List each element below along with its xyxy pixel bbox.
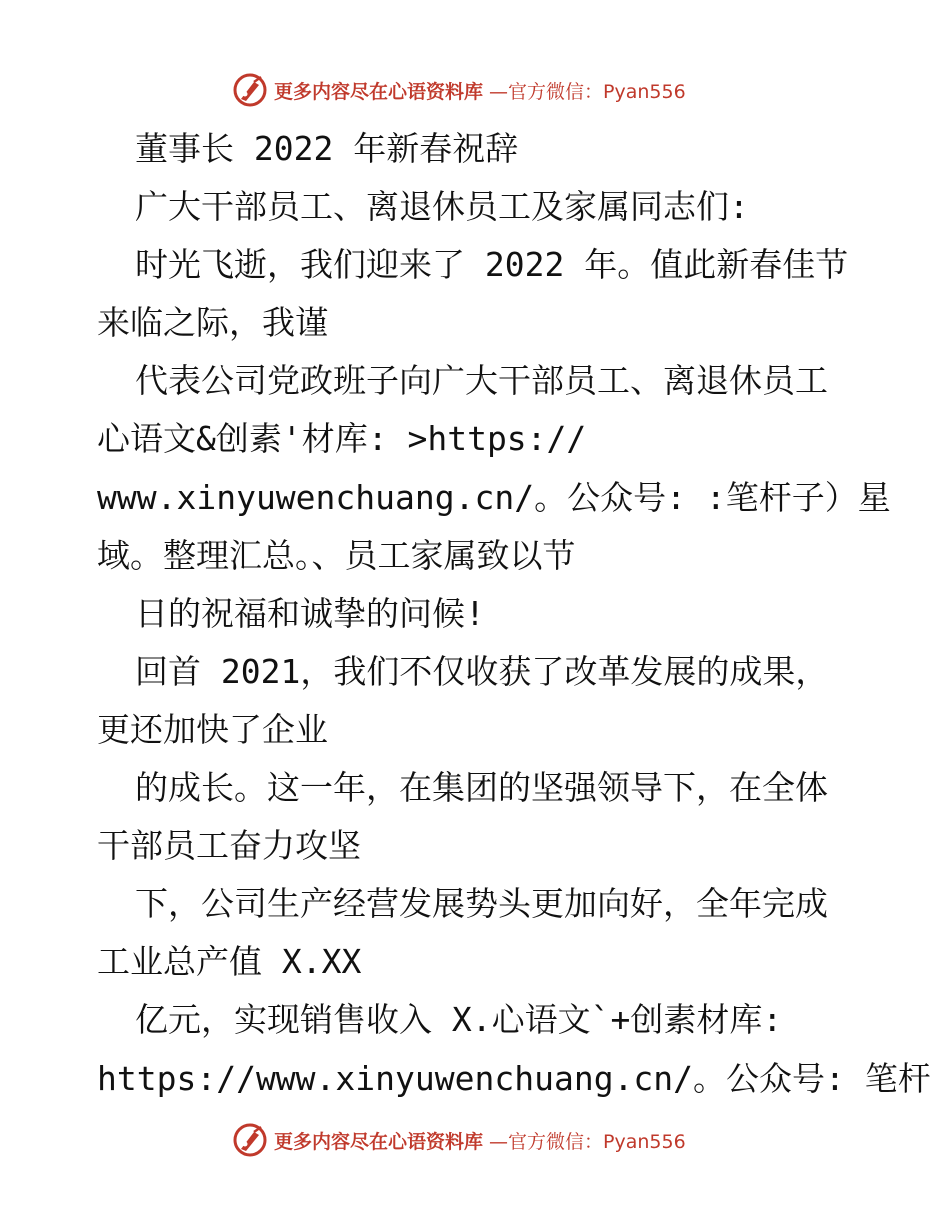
header-banner [232, 70, 712, 110]
paragraph-line: 工业总产值 X.XX [97, 942, 362, 982]
footer-banner [232, 1120, 712, 1160]
paragraph-line: 心语文&创素'材库: >https:// [97, 419, 587, 459]
paragraph-line: 来临之际，我谨 [97, 303, 328, 343]
paragraph-line: 的成长。这一年，在集团的坚强领导下，在全体 [135, 768, 828, 808]
paragraph-line: 下，公司生产经营发展势头更加向好，全年完成 [135, 884, 828, 924]
header-banner-title: 更多内容尽在心语资料库 [274, 80, 484, 103]
paragraph-line: 更还加快了企业 [97, 709, 328, 749]
paragraph-line: 域。整理汇总。、员工家属致以节 [97, 535, 576, 575]
paragraph-line: 时光飞逝，我们迎来了 2022 年。值此新春佳节 [135, 245, 849, 285]
paragraph-line: 日的祝福和诚挚的问候! [135, 593, 485, 633]
paragraph-line: https://www.xinyuwenchuang.cn/。公众号: 笔杆 [97, 1058, 931, 1098]
document-body [97, 120, 931, 1108]
salutation: 广大干部员工、离退休员工及家属同志们: [135, 187, 749, 227]
paragraph-line: www.xinyuwenchuang.cn/。公众号: :笔杆子）星 [97, 477, 891, 517]
document-title: 董事长 2022 年新春祝辞 [135, 129, 519, 168]
paragraph-line: 干部员工奋力攻坚 [97, 826, 361, 866]
paragraph-line: 亿元，实现销售收入 X.心语文`+创素材库: [135, 1000, 783, 1040]
paragraph-line: 代表公司党政班子向广大干部员工、离退休员工 [135, 361, 828, 401]
footer-banner-title: 更多内容尽在心语资料库 [274, 1130, 484, 1153]
footer-banner-contact: —官方微信：Pyan556 [489, 1130, 686, 1153]
quill-logo-icon [232, 1122, 268, 1158]
quill-logo-icon [232, 72, 268, 108]
paragraph-line: 回首 2021，我们不仅收获了改革发展的成果， [135, 651, 829, 691]
header-banner-contact: —官方微信：Pyan556 [489, 80, 686, 103]
